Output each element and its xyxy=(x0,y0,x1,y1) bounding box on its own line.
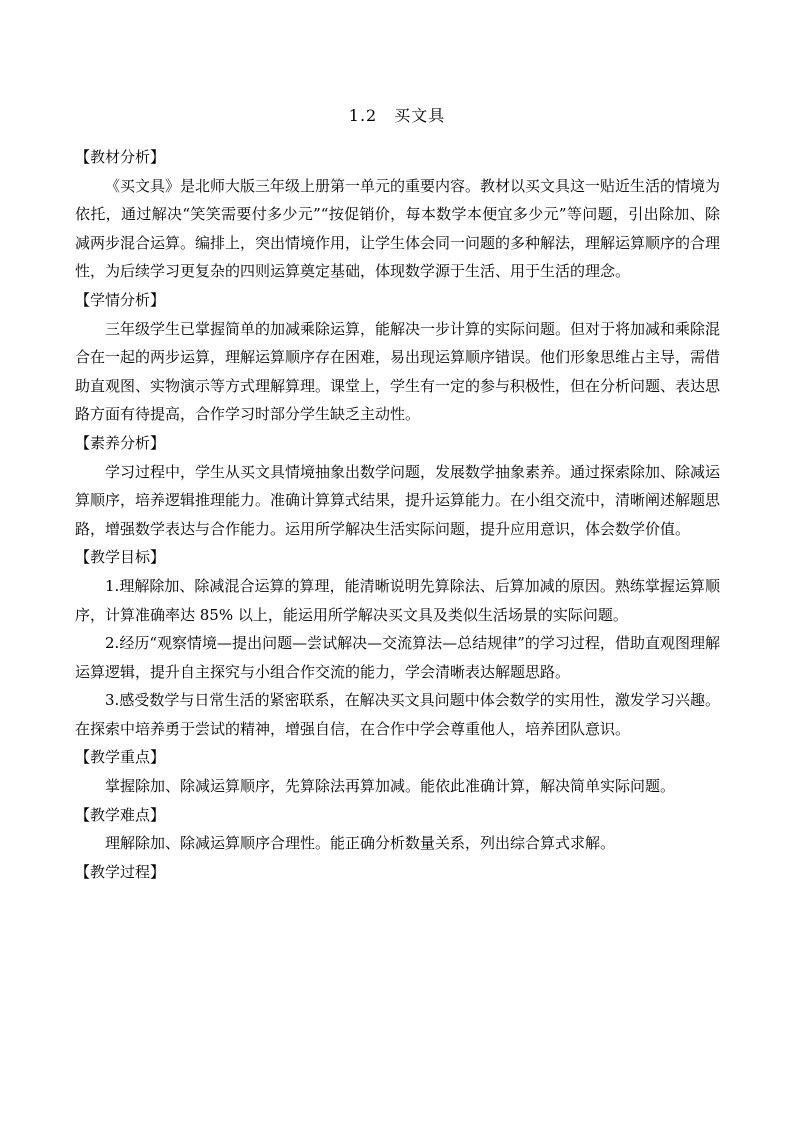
section-text-key-points: 掌握除加、除减运算顺序，先算除法再算加减。能依此准确计算，解决简单实际问题。 xyxy=(105,777,676,796)
section-text-literacy: 学习过程中，学生从买文具情境抽象出数学问题，发展数学抽象素养。通过探索除加、除减运算顺序，培养逻辑推理能力。准确计算算式结果，提升运算能力。在小组交流中，清晰阐述解题思路，增强数学表达与合作能力。运用所学解决生活实际问题，提升应用意识，体会数学价值。 xyxy=(75,462,721,538)
goal-item-2: 2.经历“观察情境—提出问题—尝试解决—交流算法—总结规律”的学习过程，借助直观图理解运算逻辑，提升自主探究与小组合作交流的能力，学会清晰表达解题思路。 xyxy=(75,634,720,681)
page-title: 1.2 买文具 xyxy=(348,106,446,125)
goal-item-1: 1.理解除加、除减混合运算的算理，能清晰说明先算除法、后算加减的原因。熟练掌握运算顺序，计算准确率达 85% 以上，能运用所学解决买文具及类似生活场景的实际问题。 xyxy=(75,576,720,624)
section-text-learner: 三年级学生已掌握简单的加减乘除运算，能解决一步计算的实际问题。但对于将加减和乘除混合在一起的两步运算，理解运算顺序存在困难，易出现运算顺序错误。他们形象思维占主导，需借助直观图、实物演示等方式理解算理。课堂上，学生有一定的参与积极性，但在分析问题、表达思路方面有待提高，合作学习时部分学生缺乏主动性。 xyxy=(75,319,721,424)
goal-item-3: 3.感受数学与日常生活的紧密联系，在解决买文具问题中体会数学的实用性，激发学习兴趣。在探索中培养勇于尝试的精神，增强自信，在合作中学会尊重他人，培养团队意识。 xyxy=(75,691,720,738)
section-heading-process: 【教学过程】 xyxy=(75,862,166,881)
section-text-material: 《买文具》是北师大版三年级上册第一单元的重要内容。教材以买文具这一贴近生活的情境为依托，通过解决“笑笑需要付多少元”“按促销价，每本数学本便宜多少元”等问题，引出除加、除减两步混合运算。编排上，突出情境作用，让学生体会同一问题的多种解法，理解运算顺序的合理性，为后续学习更复杂的四则运算奠定基础，体现数学源于生活、用于生活的理念。 xyxy=(75,176,721,281)
section-heading-key-points: 【教学重点】 xyxy=(75,748,166,767)
document-body xyxy=(75,143,720,886)
section-heading-literacy: 【素养分析】 xyxy=(75,433,166,452)
section-text-difficulties: 理解除加、除减运算顺序合理性。能正确分析数量关系，列出综合算式求解。 xyxy=(105,834,616,853)
section-heading-goals: 【教学目标】 xyxy=(75,548,166,567)
section-heading-difficulties: 【教学难点】 xyxy=(75,805,166,824)
section-heading-material: 【教材分析】 xyxy=(75,148,166,166)
section-heading-learner: 【学情分析】 xyxy=(75,290,166,309)
